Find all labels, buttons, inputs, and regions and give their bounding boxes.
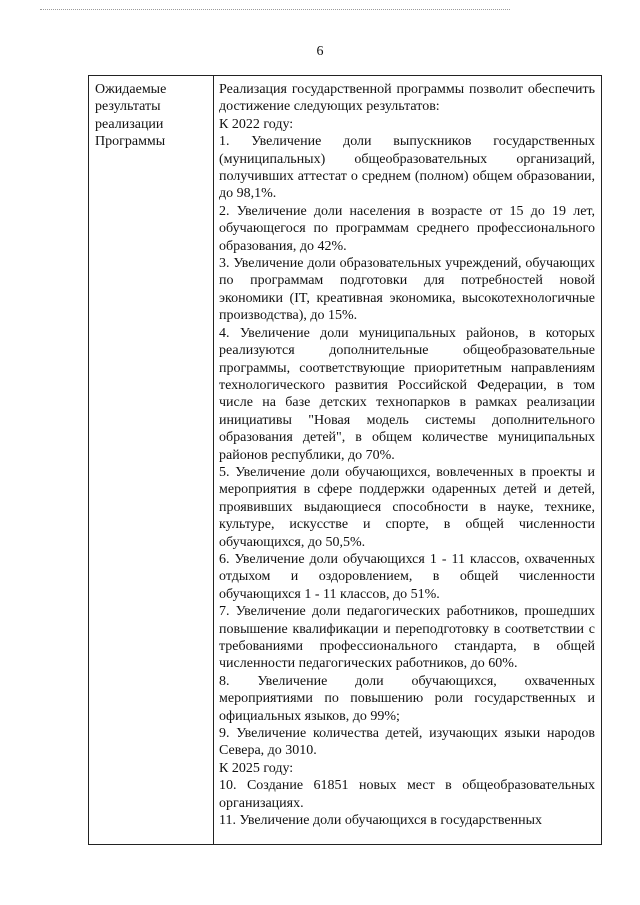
page-number: 6 bbox=[316, 44, 324, 59]
content-text bbox=[214, 76, 601, 829]
result-item-7: 7. Увеличение доли педагогических работников, прошедших повышение квалификации и переподготовку в соответствии с требованиями профессионального стандарта, в общей численности педагогических работников, до 60%. bbox=[219, 604, 595, 672]
result-item-11: 11. Увеличение доли обучающихся в государственных bbox=[219, 813, 543, 829]
result-item-5: 5. Увеличение доли обучающихся, вовлеченных в проекты и мероприятия в сфере поддержки одаренных детей и детей, проявивших выдающиеся способности в науке, технике, культуре, искусстве и спорте, в общей численности обучающихся, до 50,5%. bbox=[219, 464, 595, 550]
year-heading-2025: К 2025 году: bbox=[219, 760, 294, 776]
result-item-10: 10. Создание 61851 новых мест в общеобразовательных организациях. bbox=[219, 778, 595, 811]
label-cell bbox=[89, 76, 214, 845]
label-line: Ожидаемые bbox=[95, 82, 167, 97]
results-table bbox=[88, 75, 602, 845]
result-item-3: 3. Увеличение доли образовательных учреждений, обучающих по программам подготовки для потребностей новой экономики (IT, креативная экономика, высокотехнологичные производства), до 15%. bbox=[219, 256, 595, 324]
result-item-9: 9. Увеличение количества детей, изучающих языки народов Севера, до 3010. bbox=[219, 726, 595, 759]
result-item-8: 8. Увеличение доли обучающихся, охваченных мероприятиями по повышению роли государственных и официальных языков, до 99%; bbox=[219, 673, 595, 724]
row-label bbox=[89, 76, 213, 151]
result-item-6: 6. Увеличение доли обучающихся 1 - 11 классов, охваченных отдыхом и оздоровлением, в общей численности обучающихся 1 - 11 классов, до 51%. bbox=[219, 551, 595, 602]
year-heading-2022: К 2022 году: bbox=[219, 116, 294, 132]
label-line: Программы bbox=[95, 134, 166, 150]
top-rule bbox=[40, 9, 510, 11]
label-line: результаты bbox=[95, 99, 161, 115]
result-item-2: 2. Увеличение доли населения в возрасте от 15 до 19 лет, обучающегося по программам среднего профессионального образования, до 42%. bbox=[219, 203, 595, 254]
result-item-1: 1. Увеличение доли выпускников государственных (муниципальных) общеобразовательных организаций, получивших аттестат о среднем (полном) общем образовании, до 98,1%. bbox=[219, 134, 595, 202]
content-cell bbox=[214, 76, 602, 845]
label-line: реализации bbox=[95, 116, 164, 132]
result-item-4: 4. Увеличение доли муниципальных районов, в которых реализуются дополнительные общеобразовательные программы, соответствующие приоритетным направлениям технологического развития Российской Федерации, в том числе на базе детских технопарков в рамках реализации инициативы "Новая модель системы дополнительного образования детей", в общем количестве муниципальных районов республики, до 70%. bbox=[219, 325, 595, 463]
intro-paragraph: Реализация государственной программы позволит обеспечить достижение следующих результатов: bbox=[219, 82, 595, 115]
table-row bbox=[89, 76, 602, 845]
